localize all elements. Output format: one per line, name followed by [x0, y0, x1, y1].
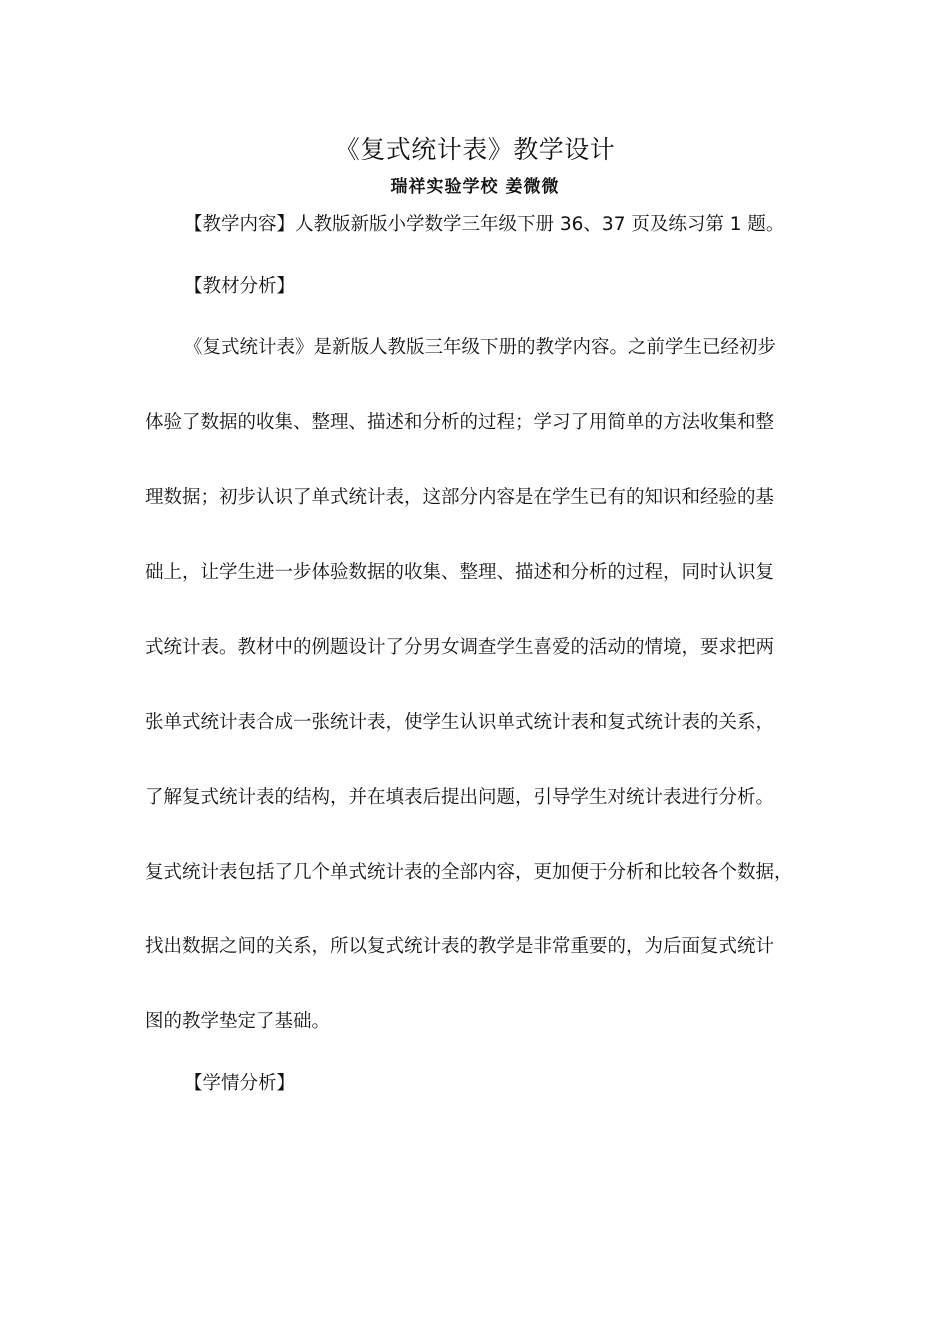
teaching-content: 【教学内容】人教版新版小学数学三年级下册 36、37 页及练习第 1 题。 [184, 214, 785, 235]
student-analysis-heading: 【学情分析】 [184, 1073, 296, 1094]
body-line: 体验了数据的收集、整理、描述和分析的过程；学习了用简单的方法收集和整 [145, 412, 775, 433]
author-line: 瑞祥实验学校 姜微微 [390, 177, 560, 197]
body-line: 础上，让学生进一步体验数据的收集、整理、描述和分析的过程，同时认识复 [145, 562, 775, 583]
material-analysis-heading: 【教材分析】 [184, 276, 296, 297]
body-line: 理数据；初步认识了单式统计表，这部分内容是在学生已有的知识和经验的基 [145, 487, 775, 508]
document-title: 《复式统计表》教学设计 [334, 135, 616, 164]
body-line: 张单式统计表合成一张统计表，使学生认识单式统计表和复式统计表的关系， [145, 712, 775, 733]
body-line: 复式统计表包括了几个单式统计表的全部内容，更加便于分析和比较各个数据， [145, 862, 793, 883]
body-line: 了解复式统计表的结构，并在填表后提出问题，引导学生对统计表进行分析。 [145, 787, 775, 808]
body-line: 找出数据之间的关系，所以复式统计表的教学是非常重要的，为后面复式统计 [145, 936, 775, 957]
body-line: 式统计表。教材中的例题设计了分男女调查学生喜爱的活动的情境，要求把两 [145, 637, 775, 658]
body-line: 图的教学垫定了基础。 [145, 1011, 331, 1032]
body-line: 《复式统计表》是新版人教版三年级下册的教学内容。之前学生已经初步 [184, 337, 777, 358]
